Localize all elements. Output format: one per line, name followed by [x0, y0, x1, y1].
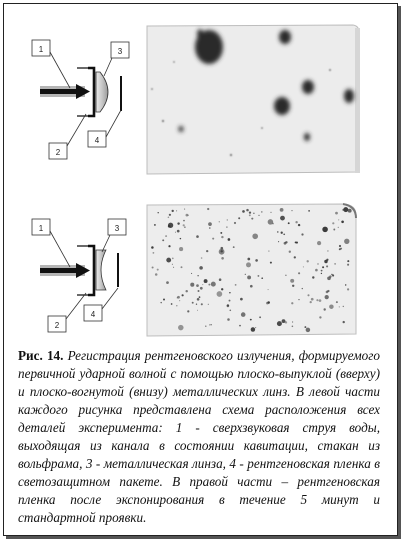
lens-convex [96, 72, 108, 112]
film-speckle [304, 326, 306, 328]
film-speckle [298, 272, 300, 274]
label-3-bottom: 3 [114, 224, 120, 233]
film-speckle [200, 287, 203, 290]
label-4-bottom: 4 [90, 310, 96, 319]
film-speckle [347, 260, 349, 262]
film-speckle [270, 262, 272, 264]
film-speckle [209, 324, 210, 325]
film-speckle [192, 302, 194, 304]
caption-label: Рис. 14. [18, 348, 64, 363]
film-speckle [291, 302, 293, 304]
film-speckle [267, 301, 270, 304]
film-speckle [197, 275, 198, 276]
film-speckle [251, 327, 255, 331]
film-speckle [326, 291, 329, 294]
film-speckle [205, 326, 206, 327]
film-speckle [277, 231, 278, 232]
film-speckle [219, 278, 222, 281]
film-speckle [178, 325, 184, 331]
film-speckle [302, 288, 303, 289]
film-speckle [172, 258, 174, 260]
film-speckle [255, 327, 256, 328]
film-speckle [249, 214, 251, 216]
film-speckle [341, 220, 344, 223]
film-speckle [280, 216, 285, 221]
film-speckle [152, 266, 154, 268]
film-speckle [343, 321, 345, 323]
film-speckle [183, 220, 185, 222]
label-1-top: 1 [38, 45, 44, 54]
label-3-top: 3 [117, 47, 123, 56]
film-speckle [280, 208, 284, 212]
film-speckle [208, 304, 209, 305]
film-speckle [327, 250, 328, 251]
film-speckle [221, 236, 223, 238]
film-speckle [250, 319, 252, 321]
film-speckle [301, 233, 303, 235]
film-speckle [308, 210, 310, 212]
film-speckle [196, 284, 199, 287]
film-speckle [202, 284, 203, 285]
film-speckle [333, 229, 335, 231]
film-speckle [209, 227, 211, 229]
film-speckle [171, 303, 173, 305]
film-speckle [306, 328, 311, 333]
film-speckle [278, 241, 279, 242]
film-speckle [285, 275, 286, 276]
film-speckle [316, 299, 318, 301]
film-speckle [187, 310, 189, 312]
film-speckle [311, 298, 314, 301]
film-speckle [329, 275, 331, 277]
film-speckle [234, 222, 236, 224]
film-speckle [190, 283, 194, 287]
film-speckle [317, 263, 318, 264]
film-speckle [211, 282, 216, 287]
film-speckle [334, 263, 336, 265]
film-speckle [247, 258, 250, 261]
film-speckle [281, 232, 283, 234]
film-speckle [290, 279, 294, 283]
film-speckle [175, 232, 176, 233]
film-speckle [229, 309, 231, 311]
film-speckle [199, 266, 203, 270]
film-speckle [339, 248, 341, 250]
film-speckle [291, 210, 292, 211]
film-speckle [298, 299, 299, 300]
film-speckle [252, 233, 258, 239]
film-speckle [345, 284, 346, 285]
film-speckle [233, 246, 235, 248]
film-speckle [172, 210, 174, 212]
film-speckle [162, 239, 164, 241]
film-speckle [331, 274, 332, 275]
film-speckle [191, 273, 192, 274]
film-speckle [197, 310, 198, 311]
film-speckle [235, 284, 237, 286]
film-speckle [250, 285, 253, 288]
film-speckle [185, 290, 187, 292]
film-speckle [258, 215, 259, 216]
film-speckle [242, 210, 245, 213]
film-speckle [319, 316, 321, 318]
film-speckle [183, 224, 185, 226]
film-speckle [204, 279, 208, 283]
film-speckle [312, 276, 314, 278]
film-speckle [325, 295, 329, 299]
film-speckle [184, 226, 186, 228]
label-1-bottom: 1 [38, 224, 44, 233]
film-speckle [201, 303, 203, 305]
schematic-bottom [32, 219, 126, 332]
film-speckle [212, 238, 214, 240]
film-speckle [179, 300, 180, 301]
film-speckle [166, 258, 171, 263]
caption-text: Регистрация рентгеновского излучения, формируемого первичной ударной волной с помощью плоско-выпуклой (вверху) и плоско-вогнутой (внизу) металлических линз. В левой части каждого рисунка представлена схема расположения всех деталей эксперимента: 1 - сверхзвуковая струя воды, выходящая из канала в состоянии кавитации, стакан из вольфрама, 3 - металлическая линза, 4 - рентгеновская пленка в светозащитном пакете. В правой части – рентгеновская пленка после экспонирования в течение 5 минут и стандартной проявки. [18, 348, 380, 525]
film-speckle [315, 269, 318, 272]
film-speckle [238, 217, 240, 219]
jet-core-top [40, 89, 76, 94]
label-4-top: 4 [94, 136, 100, 145]
film-speckle [220, 247, 223, 250]
film-speckle [177, 230, 180, 233]
film-speckle [154, 224, 156, 226]
film-speckle [182, 294, 184, 296]
film-speckle [268, 219, 274, 225]
film-speckle [219, 221, 220, 222]
film-speckle [317, 241, 321, 245]
film-speckle [283, 233, 285, 235]
film-speckle [172, 264, 173, 265]
film-speckle [338, 219, 339, 220]
film-speckle [329, 304, 334, 309]
film-speckle [217, 291, 223, 297]
film-speckle [207, 208, 209, 210]
film-speckle [196, 235, 199, 238]
label-2-top: 2 [55, 148, 61, 157]
film-speckle [339, 306, 340, 307]
film-speckle [295, 241, 297, 243]
film-speckle [322, 227, 328, 233]
film-speckle [228, 238, 231, 241]
film-speckle [310, 301, 312, 303]
film-speckle [319, 299, 322, 302]
jet-core-bottom [40, 268, 76, 273]
film-speckle [221, 257, 224, 260]
film-speckle [179, 247, 183, 251]
film-speckle [239, 325, 241, 327]
film-image-bottom [147, 204, 356, 336]
film-speckle [261, 277, 263, 279]
film-speckle [292, 285, 294, 287]
film-speckle [176, 210, 177, 211]
film-speckle [220, 250, 222, 252]
film-speckle [163, 299, 165, 301]
film-speckle [165, 235, 167, 237]
film-speckle [206, 250, 208, 252]
label-2-bottom: 2 [54, 321, 60, 330]
film-image-top [147, 25, 360, 174]
film-speckle [227, 318, 230, 321]
film-speckle [157, 269, 159, 271]
film-speckle [208, 222, 212, 226]
film-speckle [246, 209, 249, 212]
film-speckle [169, 214, 171, 216]
film-speckle [229, 300, 231, 302]
film-speckle [255, 259, 258, 262]
film-speckle [268, 289, 269, 290]
lens-concave [96, 250, 106, 290]
film-speckle [221, 288, 223, 290]
film-speckle [177, 296, 180, 299]
film-speckle [321, 270, 323, 272]
film-speckle [184, 209, 185, 210]
film-speckle [227, 219, 228, 220]
film-speckle [226, 226, 227, 227]
film-speckle [307, 294, 309, 296]
film-speckle [180, 238, 181, 239]
film-speckle [257, 275, 259, 277]
film-speckle [323, 308, 325, 310]
film-speckle [188, 215, 189, 216]
film-speckle [229, 292, 230, 293]
film-speckle [321, 273, 322, 274]
film-speckle [285, 321, 287, 323]
film-speckle [295, 221, 297, 223]
film-speckle [241, 312, 246, 317]
film-speckle [153, 252, 155, 254]
film-speckle [176, 305, 177, 306]
figure-caption [18, 347, 380, 527]
film-speckle [261, 211, 263, 213]
film-speckle [326, 265, 328, 267]
film-speckle [332, 222, 334, 224]
film-speckle [335, 212, 338, 215]
film-speckle [253, 213, 254, 214]
film-speckle [227, 305, 230, 308]
film-speckle [173, 267, 174, 268]
film-speckle [294, 256, 296, 258]
film-speckle [198, 290, 200, 292]
film-speckle [168, 245, 170, 247]
film-speckle [270, 212, 271, 213]
film-speckle [277, 321, 282, 326]
film-speckle [292, 321, 293, 322]
film-speckle [181, 266, 183, 268]
film-speckle [259, 316, 261, 318]
film-speckle [151, 246, 154, 249]
film-speckle [220, 232, 222, 234]
film-speckle [347, 288, 349, 290]
film-speckle [196, 304, 197, 305]
film-speckle [303, 266, 304, 267]
film-speckle [285, 241, 287, 243]
film-speckle [347, 264, 349, 266]
film-speckle [348, 209, 352, 213]
film-speckle [289, 251, 291, 253]
film-speckle [343, 306, 344, 307]
film-speckle [157, 212, 158, 213]
film-speckle [322, 266, 324, 268]
film-speckle [197, 298, 200, 301]
film-speckle [246, 262, 251, 267]
schematic-top [32, 40, 129, 159]
film-speckle [339, 245, 341, 247]
film-speckle [168, 217, 170, 219]
film-speckle [249, 211, 251, 213]
film-speckle [342, 209, 344, 211]
film-speckle [201, 257, 203, 259]
film-speckle [251, 218, 253, 220]
film-speckle [324, 260, 327, 263]
film-speckle [155, 273, 158, 276]
film-speckle [288, 222, 290, 224]
film-speckle [166, 281, 169, 284]
film-speckle [168, 223, 173, 228]
film-speckle [336, 301, 338, 303]
film-speckle [160, 302, 161, 303]
film-speckle [338, 227, 339, 228]
film-speckle [307, 260, 309, 262]
film-speckle [298, 224, 300, 226]
film-speckle [292, 326, 294, 328]
film-speckle [247, 275, 251, 279]
film-speckle [199, 296, 201, 298]
film-speckle [211, 324, 212, 325]
film-speckle [240, 298, 243, 301]
film-speckle [177, 222, 179, 224]
film-speckle [268, 251, 269, 252]
film-speckle [208, 284, 210, 286]
film-speckle [344, 239, 349, 244]
film-speckle [245, 274, 246, 275]
